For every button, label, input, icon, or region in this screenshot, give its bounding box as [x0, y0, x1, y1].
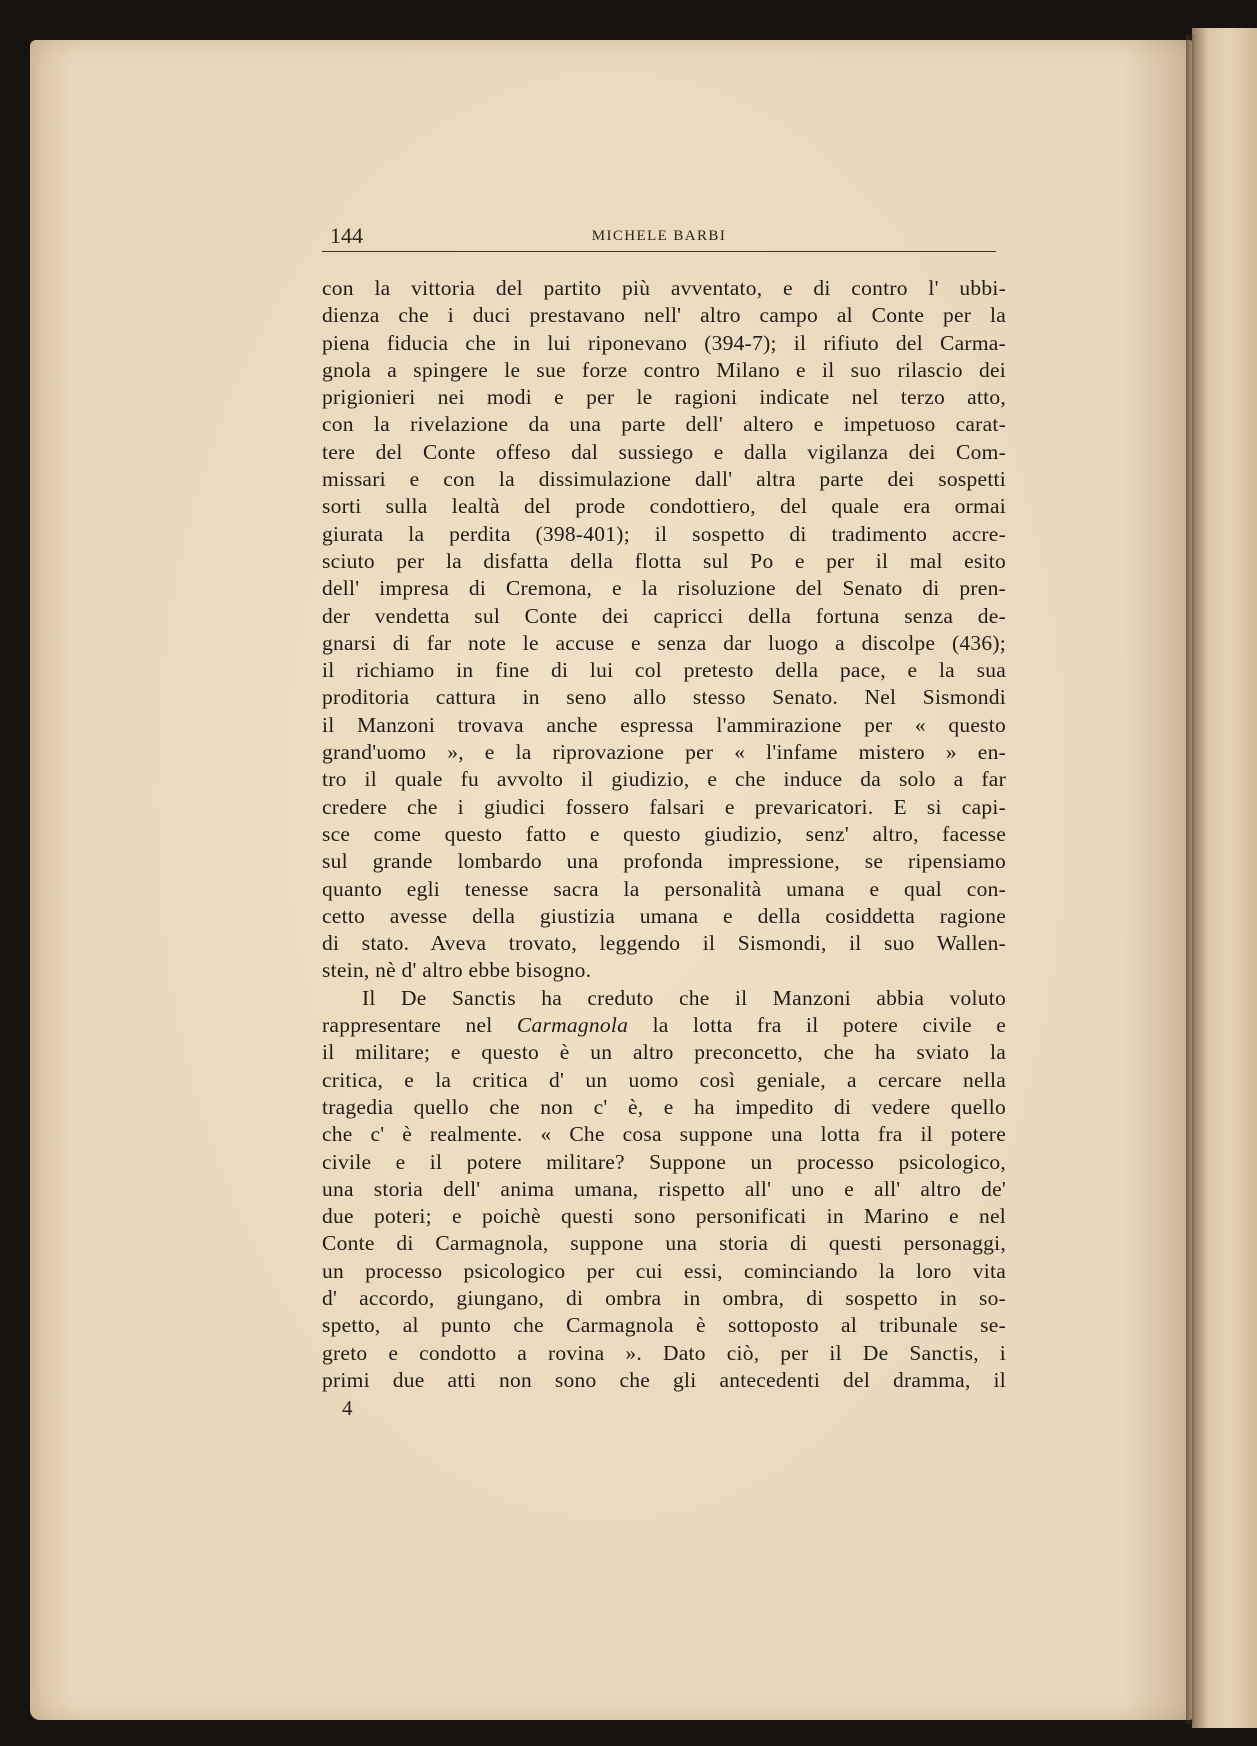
text-fragment: rappresentare nel	[322, 1013, 517, 1038]
text-line: spetto, al punto che Carmagnola è sottoposto al tribunale se-	[322, 1313, 1006, 1338]
text-line: una storia dell' anima umana, rispetto all' uno e all' altro de'	[322, 1176, 1006, 1201]
text-line: credere che i giudici fossero falsari e prevaricatori. E si capi-	[322, 794, 1006, 819]
text-line: greto e condotto a rovina ». Dato ciò, per il De Sanctis, i	[322, 1340, 1006, 1365]
text-line: il militare; e questo è un altro preconcetto, che ha sviato la	[322, 1040, 1006, 1065]
text-line: critica, e la critica d' un uomo così geniale, a cercare nella	[322, 1067, 1006, 1092]
text-line: tragedia quello che non c' è, e ha impedito di vedere quello	[322, 1094, 1006, 1119]
text-line: cetto avesse della giustizia umana e della cosiddetta ragione	[322, 903, 1006, 928]
text-line: piena fiducia che in lui riponevano (394-7); il rifiuto del Carma-	[322, 330, 1006, 355]
text-line: due poteri; e poichè questi sono personificati in Marino e nel	[322, 1204, 1006, 1229]
text-line: sciuto per la disfatta della flotta sul Po e per il mal esito	[322, 548, 1006, 573]
text-line	[322, 1012, 1006, 1039]
text-line: quanto egli tenesse sacra la personalità umana e qual con-	[322, 876, 1006, 901]
text-line: con la rivelazione da una parte dell' altero e impetuoso carat-	[322, 412, 1006, 437]
text-line: sul grande lombardo una profonda impressione, se ripensiamo	[322, 849, 1006, 874]
text-line: der vendetta sul Conte dei capricci della fortuna senza de-	[322, 603, 1006, 628]
text-line: giurata la perdita (398-401); il sospetto di tradimento accre-	[322, 521, 1006, 546]
work-title: Carmagnola	[516, 1013, 629, 1038]
text-line: gnarsi di far note le accuse e senza dar luogo a discolpe (436);	[322, 630, 1006, 655]
text-line: civile e il potere militare? Suppone un processo psicologico,	[322, 1149, 1006, 1174]
text-line: sorti sulla lealtà del prode condottiero, del quale era ormai	[322, 494, 1006, 519]
text-line: gnola a spingere le sue forze contro Milano e il suo rilascio dei	[322, 357, 1006, 382]
text-line: sce come questo fatto e questo giudizio, senz' altro, facesse	[322, 821, 1006, 846]
page-gutter-shadow	[1186, 34, 1196, 1724]
text-line: tro il quale fu avvolto il giudizio, e che induce da solo a far	[322, 767, 1006, 792]
text-line: di stato. Aveva trovato, leggendo il Sismondi, il suo Wallen-	[322, 931, 1006, 956]
text-line: Conte di Carmagnola, suppone una storia di questi personaggi,	[322, 1231, 1006, 1256]
text-line: dienza che i duci prestavano nell' altro campo al Conte per la	[322, 303, 1006, 328]
paragraph-start-line: Il De Sanctis ha creduto che il Manzoni abbia voluto	[362, 985, 1006, 1010]
text-line: prigionieri nei modi e per le ragioni indicate nel terzo atto,	[322, 385, 1006, 410]
text-line: proditoria cattura in seno allo stesso Senato. Nel Sismondi	[322, 685, 1006, 710]
signature-mark: 4	[342, 1396, 353, 1420]
text-line: un processo psicologico per cui essi, cominciando la loro vita	[322, 1258, 1006, 1283]
text-line: primi due atti non sono che gli antecedenti del dramma, il	[322, 1367, 1006, 1392]
text-line: tere del Conte offeso dal sussiego e dalla vigilanza dei Com-	[322, 439, 1006, 464]
text-line: d' accordo, giungano, di ombra in ombra, di sospetto in so-	[322, 1285, 1006, 1310]
text-fragment: la lotta fra il potere civile e	[628, 1013, 1006, 1038]
text-line: missari e con la dissimulazione dall' altra parte dei sospetti	[322, 467, 1006, 492]
text-line: dell' impresa di Cremona, e la risoluzione del Senato di pren-	[322, 576, 1006, 601]
page-number: 144	[330, 223, 363, 248]
text-line: il richiamo in fine di lui col pretesto della pace, e la sua	[322, 658, 1006, 683]
running-title: MICHELE BARBI	[591, 228, 727, 244]
text-line: il Manzoni trovava anche espressa l'ammirazione per « questo	[322, 712, 1006, 737]
page-header	[322, 221, 996, 252]
text-line: grand'uomo », e la riprovazione per « l'infame mistero » en-	[322, 740, 1006, 765]
text-line: che c' è realmente. « Che cosa suppone una lotta fra il potere	[322, 1122, 1006, 1147]
text-line: con la vittoria del partito più avventato, e di contro l' ubbi-	[322, 276, 1006, 300]
text-line: stein, nè d' altro ebbe bisogno.	[322, 958, 592, 983]
body-text	[322, 275, 1006, 1394]
book-spine	[1192, 28, 1257, 1728]
